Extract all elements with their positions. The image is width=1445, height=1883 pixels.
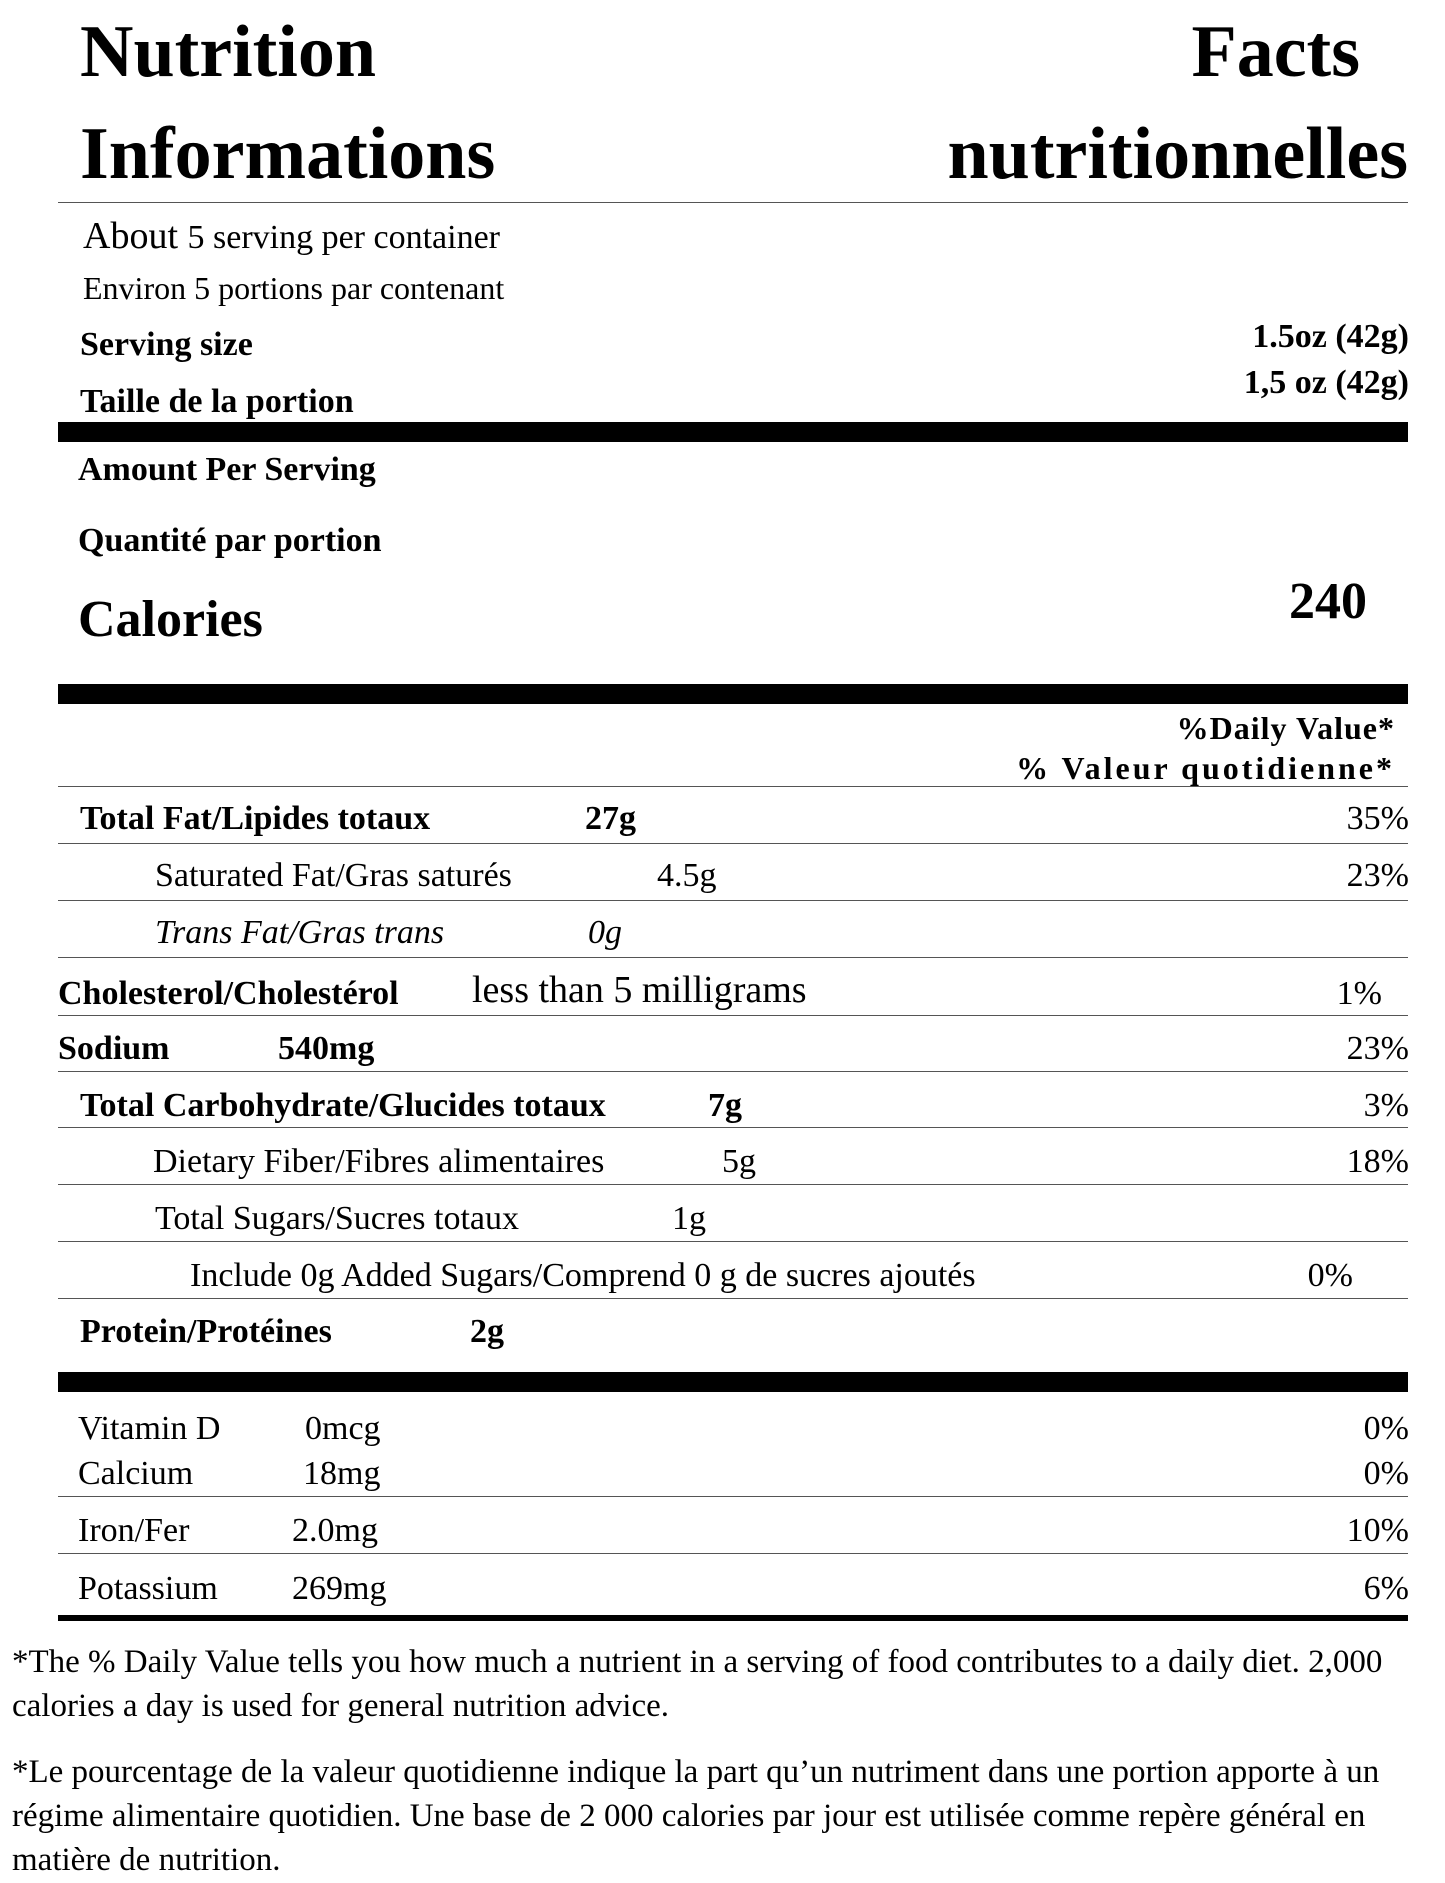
divider	[58, 900, 1408, 901]
cholesterol-dv: 1%	[1336, 975, 1382, 1012]
servings-prefix: About	[83, 215, 178, 257]
title-fr-line2: nutritionnelles	[947, 113, 1408, 195]
amount-per-serving-fr: Quantité par portion	[78, 522, 382, 559]
trans-fat-label: Trans Fat/Gras trans	[155, 914, 445, 951]
divider	[58, 1496, 1408, 1497]
total-carb-amount: 7g	[708, 1087, 742, 1124]
daily-value-header-fr: % Valeur quotidienne*	[1016, 750, 1395, 786]
divider	[58, 1127, 1408, 1128]
thick-divider	[58, 422, 1408, 442]
footnote-fr: *Le pourcentage de la valeur quotidienne indique la part qu’un nutriment dans une portion apporte à un régime alimentaire quotidien. Une base de 2 000 calories par jour est utilisée comme repère général en matière de nutrition.	[12, 1754, 1380, 1878]
total-carb-dv: 3%	[1363, 1087, 1409, 1124]
calcium-amount: 18mg	[303, 1455, 381, 1492]
title-en-line2: Informations	[80, 113, 496, 195]
serving-size-value-fr: 1,5 oz (42g)	[1243, 364, 1409, 401]
daily-value-header-en: %Daily Value*	[1176, 710, 1395, 746]
iron-amount: 2.0mg	[292, 1512, 378, 1549]
amount-per-serving-en: Amount Per Serving	[78, 451, 376, 488]
cholesterol-amount: less than 5 milligrams	[472, 969, 807, 1011]
divider	[58, 1184, 1408, 1185]
thick-divider	[58, 684, 1408, 704]
servings-per-container-en	[83, 214, 500, 258]
total-carb-label: Total Carbohydrate/Glucides totaux	[80, 1087, 606, 1124]
dietary-fiber-label: Dietary Fiber/Fibres alimentaires	[153, 1143, 605, 1180]
dietary-fiber-amount: 5g	[722, 1143, 756, 1180]
title-en-line1: Nutrition	[80, 11, 376, 93]
divider	[58, 1015, 1408, 1016]
vitamin-d-amount: 0mcg	[305, 1410, 381, 1447]
serving-size-value-en: 1.5oz (42g)	[1252, 318, 1409, 355]
sodium-dv: 23%	[1346, 1030, 1409, 1067]
divider	[58, 843, 1408, 844]
footnote-en: *The % Daily Value tells you how much a nutrient in a serving of food contributes to a daily diet. 2,000 calories a day is used for general nutrition advice.	[12, 1644, 1383, 1724]
title-fr-line1: Facts	[1191, 11, 1360, 93]
divider	[58, 786, 1408, 787]
sodium-amount: 540mg	[278, 1030, 375, 1067]
potassium-amount: 269mg	[292, 1570, 387, 1607]
total-sugars-label: Total Sugars/Sucres totaux	[155, 1200, 520, 1237]
iron-dv: 10%	[1346, 1512, 1409, 1549]
divider	[58, 1553, 1408, 1554]
added-sugars-label: Include 0g Added Sugars/Comprend 0 g de sucres ajoutés	[190, 1257, 976, 1294]
trans-fat-amount: 0g	[588, 914, 622, 951]
sodium-label: Sodium	[58, 1030, 170, 1067]
divider	[58, 1071, 1408, 1072]
vitamin-d-dv: 0%	[1363, 1410, 1409, 1447]
potassium-label: Potassium	[78, 1570, 218, 1607]
calcium-label: Calcium	[78, 1455, 194, 1492]
calories-label: Calories	[78, 591, 263, 648]
servings-text: 5 serving per container	[187, 219, 500, 256]
total-fat-amount: 27g	[585, 800, 636, 837]
servings-per-container-fr: Environ 5 portions par contenant	[83, 270, 505, 306]
cholesterol-label: Cholesterol/Cholestérol	[58, 975, 399, 1012]
protein-label: Protein/Protéines	[80, 1313, 332, 1350]
serving-size-label-en: Serving size	[80, 326, 253, 363]
total-sugars-amount: 1g	[672, 1200, 706, 1237]
protein-amount: 2g	[470, 1313, 504, 1350]
saturated-fat-label: Saturated Fat/Gras saturés	[155, 857, 512, 894]
serving-size-label-fr: Taille de la portion	[80, 383, 354, 420]
vitamin-d-label: Vitamin D	[78, 1410, 221, 1447]
divider	[58, 202, 1408, 203]
saturated-fat-dv: 23%	[1346, 857, 1409, 894]
potassium-dv: 6%	[1363, 1570, 1409, 1607]
saturated-fat-amount: 4.5g	[657, 857, 717, 894]
divider	[58, 957, 1408, 958]
total-fat-label: Total Fat/Lipides totaux	[80, 800, 431, 837]
divider	[58, 1298, 1408, 1299]
thick-divider	[58, 1615, 1408, 1621]
calories-value: 240	[1289, 573, 1367, 630]
total-fat-dv: 35%	[1346, 800, 1409, 837]
added-sugars-dv: 0%	[1307, 1257, 1353, 1294]
calcium-dv: 0%	[1363, 1455, 1409, 1492]
divider	[58, 1241, 1408, 1242]
thick-divider	[58, 1372, 1408, 1392]
iron-label: Iron/Fer	[78, 1512, 190, 1549]
dietary-fiber-dv: 18%	[1346, 1143, 1409, 1180]
